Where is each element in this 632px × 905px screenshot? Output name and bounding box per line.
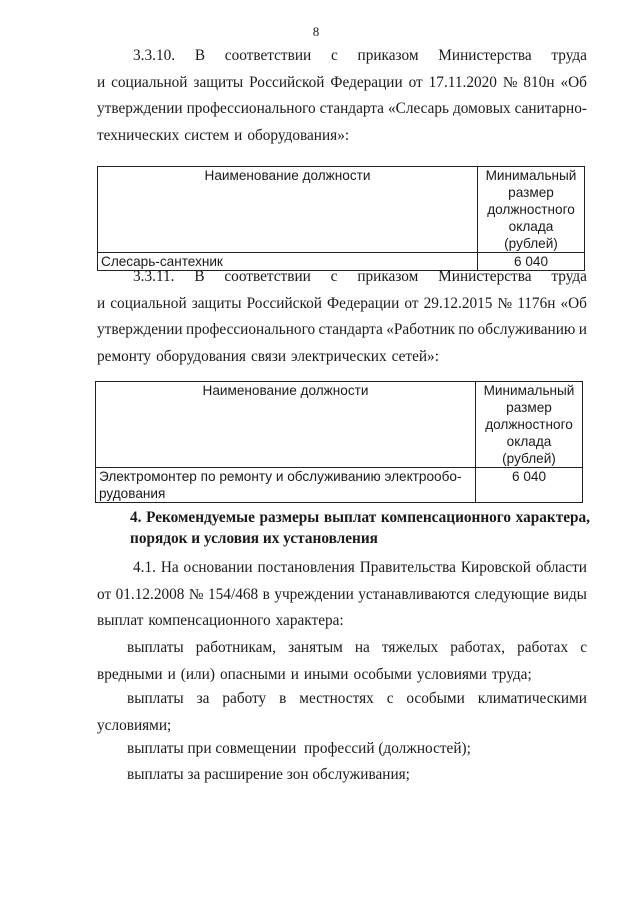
word: электрических: [291, 347, 387, 365]
word: на: [354, 639, 370, 656]
table-row: [96, 468, 583, 503]
word: с: [580, 639, 587, 656]
header-salary: Минимальный размер должностного оклада (рублей): [478, 167, 585, 253]
text-line: [97, 555, 587, 582]
word: 4.: [130, 509, 142, 526]
word: и: [97, 73, 106, 91]
word: от: [97, 585, 112, 603]
word: Министерства: [438, 47, 532, 64]
list-item-1: [97, 635, 587, 688]
word: выплат: [97, 612, 144, 629]
word: местностях: [299, 690, 374, 707]
text-line: выплаты при совмещении профессий (должностей);: [127, 740, 471, 757]
word: основании: [183, 559, 253, 576]
text-line: [97, 686, 587, 713]
word: выплаты: [127, 690, 184, 707]
word: сетей»:: [391, 347, 439, 365]
paragraph-3-3-11: [97, 264, 587, 370]
header-salary: Минимальный размер должностного оклада (рублей): [476, 382, 583, 468]
word: стандарта: [318, 321, 383, 338]
word: размеры: [259, 509, 320, 526]
word: №: [188, 585, 204, 603]
text-line: [97, 43, 587, 70]
cell-position: Слесарь-сантехник: [98, 253, 478, 271]
word: тяжелых: [381, 639, 439, 656]
word: характера:: [275, 612, 344, 629]
word: области: [535, 559, 587, 576]
word: Кировской: [460, 559, 531, 576]
word: №: [502, 73, 518, 91]
word: «Слесарь: [387, 100, 450, 117]
word: вредными: [97, 665, 163, 683]
salary-table-2: [95, 381, 583, 503]
word: На: [160, 559, 179, 576]
word: Федерации: [330, 73, 403, 91]
word: особыми: [406, 690, 465, 707]
word: и: [234, 126, 243, 144]
word: «Работник: [386, 321, 455, 338]
text-line: [97, 317, 587, 344]
word: стандарта: [319, 100, 384, 117]
text-line: [97, 123, 587, 150]
text-line: [97, 608, 587, 635]
heading-line: порядок и условия их установления: [130, 530, 378, 547]
word: учреждении: [274, 585, 354, 603]
word: и: [97, 294, 106, 312]
word: 01.12.2008: [115, 585, 185, 603]
cell-salary: 6 040: [476, 468, 583, 503]
word: 29.12.2015: [423, 294, 493, 312]
word: систем: [184, 126, 230, 144]
word: работах: [517, 639, 569, 656]
word: условиями: [416, 665, 487, 683]
word: климатическими: [477, 690, 587, 707]
text-line: [97, 635, 587, 662]
header-position: Наименование должности: [96, 382, 476, 468]
word: профессионального: [186, 100, 316, 117]
word: от: [408, 73, 423, 91]
word: постановления: [257, 559, 355, 576]
word: соответствии: [224, 268, 311, 285]
list-item-4: [97, 762, 587, 789]
word: выплат: [323, 509, 377, 526]
word: связи: [250, 347, 287, 365]
word: от: [404, 294, 419, 312]
word: устанавливаются: [358, 585, 470, 603]
text-line: выплаты за расширение зон обслуживания;: [127, 766, 410, 783]
text-line: [97, 291, 587, 318]
word: ремонту: [97, 347, 152, 365]
heading-line: [130, 507, 590, 528]
word: компенсационного: [148, 612, 271, 629]
word: утверждении: [97, 321, 183, 338]
word: работникам,: [195, 639, 276, 656]
word: (или): [180, 665, 215, 683]
section-4-heading: [130, 507, 590, 549]
word: Министерства: [438, 268, 532, 285]
word: труда: [551, 47, 587, 64]
word: В: [194, 47, 206, 64]
word: «Об: [560, 294, 587, 312]
word: 4.1.: [133, 559, 156, 576]
text-line: [97, 264, 587, 291]
table-header-row: [98, 167, 585, 253]
word: виды: [553, 585, 587, 603]
word: в: [279, 690, 287, 707]
word: 1176н: [517, 294, 556, 312]
word: утверждении: [97, 100, 183, 117]
text-line: [97, 96, 587, 123]
header-position: Наименование должности: [98, 167, 478, 253]
text-line: [97, 344, 587, 371]
word: особыми: [353, 665, 412, 683]
word: условиями;: [97, 716, 172, 734]
paragraph-3-3-10: [97, 43, 587, 149]
word: технических: [97, 126, 180, 144]
text-line: [97, 662, 587, 689]
word: защиты: [193, 73, 244, 91]
word: с: [330, 268, 338, 285]
word: Рекомендуемые: [146, 509, 255, 526]
text-line: [97, 70, 587, 97]
list-item-3: [97, 736, 587, 763]
word: следующие: [474, 585, 550, 603]
table-header-row: [96, 382, 583, 468]
word: В: [194, 268, 205, 285]
cell-salary: 6 040: [478, 253, 585, 271]
word: 154/468: [208, 585, 259, 603]
word: по: [458, 321, 475, 338]
word: санитарно-: [514, 100, 587, 117]
word: 3.3.11.: [133, 268, 175, 285]
word: 3.3.10.: [133, 47, 176, 64]
word: соответствии: [224, 47, 312, 64]
list-item-2: [97, 686, 587, 739]
word: оборудования: [156, 347, 246, 365]
word: за: [196, 690, 210, 707]
word: оборудования»:: [247, 126, 350, 144]
text-line: [97, 582, 587, 609]
word: и: [290, 665, 299, 683]
word: приказом: [357, 47, 419, 64]
word: 810н: [523, 73, 555, 91]
word: работах,: [450, 639, 506, 656]
page-number: 8: [312, 24, 320, 39]
word: Правительства: [359, 559, 456, 576]
cell-position: Электромонтер по ремонту и обслуживанию электрообо- рудования: [96, 468, 476, 503]
word: выплаты: [127, 639, 184, 656]
word: труда: [551, 268, 587, 285]
word: защиты: [191, 294, 242, 312]
word: труда;: [491, 665, 532, 683]
word: с: [386, 690, 394, 707]
word: Российской: [249, 73, 325, 91]
paragraph-4-1: [97, 555, 587, 635]
word: характера,: [515, 509, 590, 526]
word: работу: [222, 690, 267, 707]
word: профессионального: [186, 321, 316, 338]
word: домовых: [453, 100, 511, 117]
word: компенсационного: [380, 509, 512, 526]
word: приказом: [357, 268, 419, 285]
word: иными: [303, 665, 349, 683]
salary-table-1: [97, 166, 585, 271]
word: социальной: [110, 294, 187, 312]
word: №: [497, 294, 513, 312]
word: и: [167, 665, 176, 683]
word: Федерации: [327, 294, 400, 312]
word: занятым: [288, 639, 343, 656]
word: с: [330, 47, 338, 64]
word: обслуживанию: [477, 321, 576, 338]
word: и: [578, 321, 587, 338]
word: социальной: [111, 73, 188, 91]
word: 17.11.2020: [428, 73, 497, 91]
word: Российской: [246, 294, 322, 312]
word: опасными: [219, 665, 286, 683]
word: «Об: [560, 73, 587, 91]
word: в: [262, 585, 270, 603]
